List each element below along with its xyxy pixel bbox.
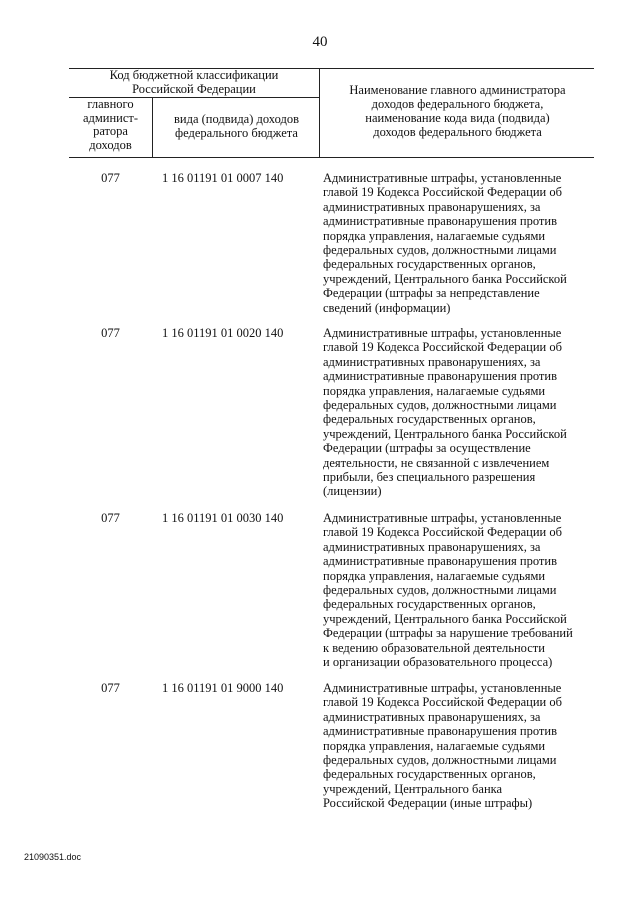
description-line: Российской Федерации (иные штрафы) [323,796,533,811]
kbk-title [69,69,319,98]
admin-code: 077 [101,326,120,340]
revenue-description [323,171,594,315]
type-header-line: федерального бюджета [175,126,298,140]
description-line: (лицензии) [323,484,382,499]
description-line: учреждений, Центрального банка [323,781,503,796]
description-line: учреждений, Центрального банка Российской [323,426,567,441]
description-line: порядка управления, налагаемые судьями [323,738,546,753]
type-header-line: вида (подвида) доходов [174,112,299,126]
revenue-code: 1 16 01191 01 0020 140 [162,326,284,340]
kbk-title-line: Код бюджетной классификации [109,68,279,82]
description-line: Административные штрафы, установленные [323,326,562,340]
page-number: 40 [312,34,328,50]
name-header-line: наименование кода вида (подвида) [365,111,550,125]
description-line: административные правонарушения против [323,724,557,739]
name-header-line: Наименование главного администратора [349,83,566,97]
description-line: учреждений, Центрального банка Российской [323,611,567,626]
admin-code: 077 [101,511,120,525]
admin-header-line: ратора [93,124,128,138]
revenue-description [323,681,594,811]
description-line: порядка управления, налагаемые судьями [323,228,546,243]
description-line: федеральных государственных органов, [323,412,536,427]
revenue-code: 1 16 01191 01 0007 140 [162,171,284,185]
revenue-description [323,511,594,669]
admin-code: 077 [101,171,120,185]
table-header [69,68,594,158]
description-line: федеральных судов, должностными лицами [323,583,557,598]
description-line: Федерации (штрафы за осуществление [323,441,531,456]
description-line: административные правонарушения против [323,214,557,229]
description-line: федеральных судов, должностными лицами [323,243,557,258]
description-line: главой 19 Кодекса Российской Федерации об [323,185,562,200]
name-header-line: доходов федерального бюджета [373,125,542,139]
description-line: и организации образовательного процесса) [323,655,553,670]
kbk-title-line: Российской Федерации [132,81,256,96]
description-line: федеральных государственных органов, [323,257,536,272]
description-line: главой 19 Кодекса Российской Федерации об [323,340,562,355]
admin-header-line: админист- [82,110,139,125]
description-line: федеральных судов, должностными лицами [323,398,557,413]
description-line: федеральных судов, должностными лицами [323,753,557,768]
description-line: Административные штрафы, установленные [323,511,562,525]
description-line: главой 19 Кодекса Российской Федерации об [323,695,562,710]
description-line: порядка управления, налагаемые судьями [323,568,546,583]
description-line: главой 19 Кодекса Российской Федерации об [323,525,562,540]
description-line: к ведению образовательной деятельности [323,640,545,655]
name-column-header [319,69,595,157]
description-line: Административные штрафы, установленные [323,681,562,695]
description-line: административные правонарушения против [323,369,557,384]
description-line: порядка управления, налагаемые судьями [323,383,546,398]
description-line: прибыли, без специального разрешения [323,470,536,485]
admin-header-line: доходов [89,137,132,152]
description-line: Федерации (штрафы за непредставление [323,286,540,301]
revenue-description [323,326,594,499]
description-line: административных правонарушениях, за [323,709,541,724]
description-line: Административные штрафы, установленные [323,171,562,185]
file-name-footer: 21090351.doc [24,852,82,862]
type-column-header [152,98,320,157]
revenue-code: 1 16 01191 01 9000 140 [162,681,284,695]
description-line: деятельности, не связанной с извлечением [323,455,550,470]
admin-header-line: главного [87,97,134,111]
description-line: административных правонарушениях, за [323,199,541,214]
description-line: Федерации (штрафы за нарушение требований [323,626,573,641]
description-line: административных правонарушениях, за [323,539,541,554]
description-line: федеральных государственных органов, [323,597,536,612]
description-line: административных правонарушениях, за [323,354,541,369]
description-line: федеральных государственных органов, [323,767,536,782]
description-line: учреждений, Центрального банка Российской [323,271,567,286]
admin-code: 077 [101,681,120,695]
description-line: сведений (информации) [323,300,451,315]
revenue-code: 1 16 01191 01 0030 140 [162,511,284,525]
name-header-line: доходов федерального бюджета, [371,97,544,111]
description-line: административные правонарушения против [323,554,557,569]
kbk-header-group [69,69,319,157]
admin-column-header [69,98,152,157]
